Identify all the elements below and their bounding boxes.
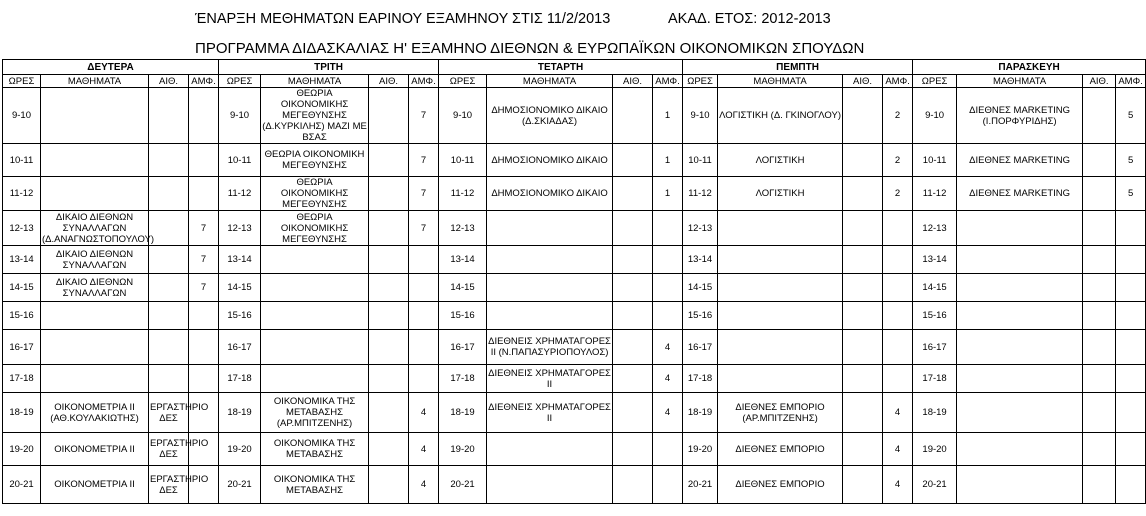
course-cell: ΔΙΕΘΝΕΣ ΕΜΠΟΡΙΟ — [718, 466, 843, 504]
room-cell — [843, 88, 883, 144]
schedule-row — [3, 466, 1146, 504]
column-header: ΩΡΕΣ — [3, 75, 41, 88]
column-header: ΑΜΦ. — [189, 75, 219, 88]
course-cell — [41, 88, 149, 144]
room-cell — [149, 274, 189, 302]
schedule-row — [3, 330, 1146, 365]
hall-cell — [1116, 302, 1146, 330]
hall-cell: 7 — [189, 211, 219, 246]
room-cell — [613, 177, 653, 211]
course-cell — [957, 302, 1083, 330]
hall-cell — [189, 365, 219, 393]
time-cell: 13-14 — [913, 246, 957, 274]
course-cell — [261, 330, 369, 365]
column-header: ΑΙΘ. — [613, 75, 653, 88]
schedule-row — [3, 88, 1146, 144]
time-cell: 10-11 — [913, 144, 957, 177]
course-cell — [487, 302, 613, 330]
column-header: ΑΜΦ. — [653, 75, 683, 88]
time-cell: 13-14 — [683, 246, 718, 274]
column-header: ΜΑΘΗΜΑΤΑ — [487, 75, 613, 88]
room-cell — [149, 330, 189, 365]
hall-cell: 4 — [883, 466, 913, 504]
course-cell — [718, 211, 843, 246]
hall-cell — [189, 302, 219, 330]
time-cell: 11-12 — [913, 177, 957, 211]
course-cell: ΘΕΩΡΙΑ ΟΙΚΟΝΟΜΙΚΗΣ ΜΕΓΕΘΥΝΣΗΣ (Δ.ΚΥΡΚΙΛΗΣ) ΜΑΖΙ ΜΕ ΒΣΑΣ — [262, 88, 367, 143]
announcement-title: ΈΝΑΡΞΗ ΜΕΘΗΜΑΤΩΝ ΕΑΡΙΝΟΥ ΕΞΑΜΗΝΟΥ ΣΤΙΣ 11/2/2013 — [195, 11, 611, 27]
column-header: ΜΑΘΗΜΑΤΑ — [261, 75, 369, 88]
room-cell — [613, 211, 653, 246]
time-cell: 11-12 — [683, 177, 718, 211]
time-cell: 14-15 — [683, 274, 718, 302]
time-cell: 18-19 — [683, 393, 718, 433]
course-cell: ΔΙΕΘΝΕΣ MARKETING — [957, 144, 1083, 177]
hall-cell: 2 — [883, 88, 913, 144]
hall-cell — [409, 302, 439, 330]
room-cell — [149, 365, 189, 393]
hall-cell — [1116, 274, 1146, 302]
room-cell — [843, 177, 883, 211]
room-cell — [1083, 88, 1116, 144]
time-cell: 12-13 — [439, 211, 487, 246]
time-cell: 19-20 — [219, 433, 261, 466]
room-cell — [843, 365, 883, 393]
course-cell — [718, 302, 843, 330]
room-cell — [1083, 466, 1116, 504]
room-cell — [149, 88, 189, 144]
course-cell — [957, 393, 1083, 433]
column-header: ΑΙΘ. — [369, 75, 409, 88]
course-cell: ΟΙΚΟΝΟΜΙΚΑ ΤΗΣ ΜΕΤΑΒΑΣΗΣ — [261, 433, 369, 466]
course-cell: ΔΙΚΑΙΟ ΔΙΕΘΝΩΝ ΣΥΝΑΛΛΑΓΩΝ (Δ.ΑΝΑΓΝΩΣΤΟΠΟΥΛΟΥ) — [42, 211, 155, 245]
room-cell — [843, 330, 883, 365]
hall-cell — [883, 246, 913, 274]
course-cell: ΛΟΓΙΣΤΙΚΗ (Δ. ΓΚΙΝΟΓΛΟΥ) — [718, 88, 843, 144]
room-cell — [369, 433, 409, 466]
time-cell: 17-18 — [913, 365, 957, 393]
hall-cell: 1 — [653, 88, 683, 144]
hall-cell: 7 — [409, 211, 439, 246]
course-cell — [261, 365, 369, 393]
time-cell: 12-13 — [3, 211, 41, 246]
hall-cell: 2 — [883, 144, 913, 177]
hall-cell — [883, 274, 913, 302]
time-cell: 17-18 — [439, 365, 487, 393]
column-header: ΩΡΕΣ — [219, 75, 261, 88]
course-cell: ΟΙΚΟΝΟΜΙΚΑ ΤΗΣ ΜΕΤΑΒΑΣΗΣ — [261, 466, 369, 504]
course-cell: ΟΙΚΟΝΟΜΕΤΡΙΑ ΙΙ — [41, 433, 149, 466]
hall-cell — [1116, 393, 1146, 433]
course-cell: ΔΙΕΘΝΕΣ MARKETING (Ι.ΠΟΡΦΥΡΙΔΗΣ) — [957, 88, 1083, 144]
schedule-row — [3, 302, 1146, 330]
time-cell: 17-18 — [683, 365, 718, 393]
time-cell: 10-11 — [219, 144, 261, 177]
column-header: ΜΑΘΗΜΑΤΑ — [718, 75, 843, 88]
course-cell — [718, 246, 843, 274]
time-cell: 19-20 — [683, 433, 718, 466]
hall-cell — [409, 365, 439, 393]
course-cell — [41, 144, 149, 177]
hall-cell: 4 — [883, 393, 913, 433]
hall-cell: 2 — [883, 177, 913, 211]
hall-cell — [409, 246, 439, 274]
course-cell — [487, 211, 613, 246]
course-cell — [718, 365, 843, 393]
time-cell: 12-13 — [683, 211, 718, 246]
hall-cell — [883, 330, 913, 365]
hall-cell: 4 — [653, 393, 683, 433]
hall-cell: 4 — [653, 330, 683, 365]
room-cell — [1083, 393, 1116, 433]
hall-cell: 5 — [1116, 88, 1146, 144]
time-cell: 16-17 — [683, 330, 718, 365]
time-cell: 11-12 — [219, 177, 261, 211]
room-cell — [613, 246, 653, 274]
schedule-row — [3, 274, 1146, 302]
column-header: ΑΜΦ. — [1116, 75, 1146, 88]
room-cell — [843, 246, 883, 274]
course-cell: ΔΙΚΑΙΟ ΔΙΕΘΝΩΝ ΣΥΝΑΛΛΑΓΩΝ — [41, 274, 149, 302]
room-cell: ΕΡΓΑΣΤΗΡΙΟ ΔΕΣ — [149, 466, 189, 504]
room-cell: ΕΡΓΑΣΤΗΡΙΟ ΔΕΣ — [149, 433, 189, 466]
room-cell — [369, 177, 409, 211]
schedule-table — [2, 59, 1146, 504]
time-cell: 19-20 — [913, 433, 957, 466]
hall-cell: 4 — [653, 365, 683, 393]
room-cell — [613, 302, 653, 330]
time-cell: 20-21 — [913, 466, 957, 504]
room-cell — [613, 330, 653, 365]
column-header: ΩΡΕΣ — [683, 75, 718, 88]
room-cell — [369, 302, 409, 330]
room-cell — [613, 365, 653, 393]
hall-cell: 4 — [883, 433, 913, 466]
room-cell — [369, 144, 409, 177]
room-cell — [843, 393, 883, 433]
course-cell: ΔΙΚΑΙΟ ΔΙΕΘΝΩΝ ΣΥΝΑΛΛΑΓΩΝ — [41, 246, 149, 274]
time-cell: 10-11 — [3, 144, 41, 177]
room-cell — [613, 393, 653, 433]
time-cell: 16-17 — [913, 330, 957, 365]
course-cell: ΘΕΩΡΙΑ ΟΙΚΟΝΟΜΙΚΗΣ ΜΕΓΕΘΥΝΣΗΣ — [261, 211, 369, 246]
hall-cell: 7 — [189, 246, 219, 274]
room-cell — [843, 466, 883, 504]
schedule-row — [3, 144, 1146, 177]
column-header: ΑΙΘ. — [843, 75, 883, 88]
course-cell — [487, 246, 613, 274]
time-cell: 9-10 — [439, 88, 487, 144]
course-cell — [957, 274, 1083, 302]
room-cell — [149, 211, 189, 246]
course-cell: ΔΙΕΘΝΕΙΣ ΧΡΗΜΑΤΑΓΟΡΕΣ ΙΙ — [487, 365, 613, 393]
column-header: ΑΙΘ. — [1083, 75, 1116, 88]
course-cell: ΔΗΜΟΣΙΟΝΟΜΙΚΟ ΔΙΚΑΙΟ — [487, 177, 613, 211]
room-cell — [149, 246, 189, 274]
hall-cell: 1 — [653, 177, 683, 211]
column-header: ΑΙΘ. — [149, 75, 189, 88]
time-cell: 9-10 — [913, 88, 957, 144]
course-cell — [957, 211, 1083, 246]
course-cell — [957, 466, 1083, 504]
course-cell — [41, 330, 149, 365]
time-cell: 15-16 — [3, 302, 41, 330]
hall-cell — [189, 466, 219, 504]
time-cell: 17-18 — [3, 365, 41, 393]
hall-cell: 4 — [409, 433, 439, 466]
time-cell: 15-16 — [439, 302, 487, 330]
hall-cell — [653, 466, 683, 504]
room-cell — [1083, 144, 1116, 177]
time-cell: 13-14 — [439, 246, 487, 274]
room-cell — [1083, 211, 1116, 246]
course-cell — [487, 433, 613, 466]
time-cell: 12-13 — [219, 211, 261, 246]
course-cell — [41, 365, 149, 393]
course-cell — [261, 246, 369, 274]
room-cell — [843, 144, 883, 177]
hall-cell: 4 — [409, 393, 439, 433]
column-header: ΜΑΘΗΜΑΤΑ — [957, 75, 1083, 88]
time-cell: 20-21 — [683, 466, 718, 504]
room-cell — [613, 433, 653, 466]
program-title: ΠΡΟΓΡΑΜΜΑ ΔΙΔΑΣΚΑΛΙΑΣ Η' ΕΞΑΜΗΝΟ ΔΙΕΘΝΩΝ & ΕΥΡΩΠΑΪΚΩΝ ΟΙΚΟΝΟΜΙΚΩΝ ΣΠΟΥΔΩΝ — [195, 40, 865, 57]
room-cell — [1083, 177, 1116, 211]
hall-cell — [189, 88, 219, 144]
time-cell: 17-18 — [219, 365, 261, 393]
time-cell: 11-12 — [439, 177, 487, 211]
room-cell — [149, 144, 189, 177]
room-cell — [369, 365, 409, 393]
hall-cell: 5 — [1116, 144, 1146, 177]
academic-year: ΑΚΑΔ. ΕΤΟΣ: 2012-2013 — [668, 11, 831, 27]
room-cell — [843, 274, 883, 302]
room-cell — [1083, 274, 1116, 302]
room-cell — [369, 88, 409, 144]
hall-cell — [653, 433, 683, 466]
hall-cell — [653, 211, 683, 246]
hall-cell — [409, 274, 439, 302]
room-cell — [369, 330, 409, 365]
hall-cell — [883, 211, 913, 246]
course-cell — [41, 302, 149, 330]
time-cell: 9-10 — [683, 88, 718, 144]
time-cell: 15-16 — [683, 302, 718, 330]
time-cell: 19-20 — [3, 433, 41, 466]
room-cell — [1083, 302, 1116, 330]
course-cell — [957, 365, 1083, 393]
course-cell: ΔΙΕΘΝΕΙΣ ΧΡΗΜΑΤΑΓΟΡΕΣ ΙΙ — [487, 393, 613, 433]
time-cell: 10-11 — [439, 144, 487, 177]
room-cell: ΕΡΓΑΣΤΗΡΙΟ ΔΕΣ — [149, 393, 189, 433]
time-cell: 9-10 — [219, 88, 261, 144]
room-cell — [369, 211, 409, 246]
hall-cell — [653, 246, 683, 274]
time-cell: 14-15 — [3, 274, 41, 302]
hall-cell: 1 — [653, 144, 683, 177]
course-cell: ΔΙΕΘΝΕΣ ΕΜΠΟΡΙΟ — [718, 433, 843, 466]
room-cell — [369, 246, 409, 274]
room-cell — [843, 433, 883, 466]
schedule-row — [3, 211, 1146, 246]
time-cell: 14-15 — [913, 274, 957, 302]
course-cell — [261, 302, 369, 330]
time-cell: 12-13 — [913, 211, 957, 246]
course-cell — [957, 433, 1083, 466]
course-cell: ΛΟΓΙΣΤΙΚΗ — [718, 177, 843, 211]
day-header: ΠΑΡΑΣΚΕΥΗ — [913, 60, 1146, 75]
hall-cell: 7 — [409, 144, 439, 177]
hall-cell — [1116, 330, 1146, 365]
time-cell: 16-17 — [219, 330, 261, 365]
column-header: ΑΜΦ. — [883, 75, 913, 88]
room-cell — [1083, 330, 1116, 365]
day-header: ΤΡΙΤΗ — [219, 60, 439, 75]
room-cell — [1083, 433, 1116, 466]
time-cell: 10-11 — [683, 144, 718, 177]
day-header: ΠΕΜΠΤΗ — [683, 60, 913, 75]
hall-cell — [189, 177, 219, 211]
hall-cell: 7 — [409, 88, 439, 144]
schedule-row — [3, 433, 1146, 466]
time-cell: 18-19 — [3, 393, 41, 433]
room-cell — [613, 466, 653, 504]
room-cell — [149, 177, 189, 211]
hall-cell — [883, 302, 913, 330]
course-cell: ΟΙΚΟΝΟΜΕΤΡΙΑ ΙΙ — [41, 466, 149, 504]
room-cell — [369, 274, 409, 302]
course-cell — [718, 330, 843, 365]
course-cell — [487, 274, 613, 302]
room-cell — [843, 211, 883, 246]
hall-cell — [189, 144, 219, 177]
time-cell: 11-12 — [3, 177, 41, 211]
time-cell: 20-21 — [3, 466, 41, 504]
course-cell: ΔΗΜΟΣΙΟΝΟΜΙΚΟ ΔΙΚΑΙΟ (Δ.ΣΚΙΑΔΑΣ) — [487, 88, 613, 144]
course-cell: ΔΙΕΘΝΕΣ ΕΜΠΟΡΙΟ (ΑΡ.ΜΠΙΤΖΕΝΗΣ) — [718, 393, 843, 433]
course-cell — [957, 330, 1083, 365]
hall-cell: 5 — [1116, 177, 1146, 211]
course-cell: ΟΙΚΟΝΟΜΕΤΡΙΑ ΙΙ (ΑΘ.ΚΟΥΛΑΚΙΩΤΗΣ) — [41, 393, 149, 433]
course-cell: ΔΗΜΟΣΙΟΝΟΜΙΚΟ ΔΙΚΑΙΟ — [487, 144, 613, 177]
room-cell — [369, 466, 409, 504]
schedule-row — [3, 393, 1146, 433]
time-cell: 18-19 — [439, 393, 487, 433]
course-cell — [718, 274, 843, 302]
room-cell — [843, 302, 883, 330]
time-cell: 18-19 — [219, 393, 261, 433]
course-cell — [487, 466, 613, 504]
room-cell — [369, 393, 409, 433]
time-cell: 15-16 — [913, 302, 957, 330]
course-cell: ΔΙΕΘΝΕΣ MARKETING — [957, 177, 1083, 211]
course-cell: ΟΙΚΟΝΟΜΙΚΑ ΤΗΣ ΜΕΤΑΒΑΣΗΣ (ΑΡ.ΜΠΙΤΖΕΝΗΣ) — [261, 393, 369, 433]
course-cell — [261, 274, 369, 302]
time-cell: 14-15 — [439, 274, 487, 302]
day-header: ΔΕΥΤΕΡΑ — [3, 60, 219, 75]
hall-cell — [883, 365, 913, 393]
hall-cell — [653, 302, 683, 330]
schedule-row — [3, 246, 1146, 274]
course-cell: ΛΟΓΙΣΤΙΚΗ — [718, 144, 843, 177]
hall-cell — [409, 330, 439, 365]
time-cell: 16-17 — [439, 330, 487, 365]
time-cell: 19-20 — [439, 433, 487, 466]
hall-cell — [1116, 466, 1146, 504]
hall-cell: 7 — [409, 177, 439, 211]
room-cell — [1083, 246, 1116, 274]
time-cell: 13-14 — [3, 246, 41, 274]
course-cell: ΘΕΩΡΙΑ ΟΙΚΟΝΟΜΙΚΗ ΜΕΓΕΘΥΝΣΗΣ — [261, 144, 369, 177]
time-cell: 18-19 — [913, 393, 957, 433]
hall-cell — [189, 393, 219, 433]
room-cell — [1083, 365, 1116, 393]
hall-cell — [1116, 246, 1146, 274]
course-cell: ΘΕΩΡΙΑ ΟΙΚΟΝΟΜΙΚΗΣ ΜΕΓΕΘΥΝΣΗΣ — [261, 177, 369, 211]
time-cell: 20-21 — [439, 466, 487, 504]
time-cell: 15-16 — [219, 302, 261, 330]
hall-cell: 4 — [409, 466, 439, 504]
column-header: ΜΑΘΗΜΑΤΑ — [41, 75, 149, 88]
hall-cell — [1116, 365, 1146, 393]
hall-cell — [1116, 433, 1146, 466]
schedule-row — [3, 177, 1146, 211]
time-cell: 9-10 — [3, 88, 41, 144]
room-cell — [613, 88, 653, 144]
hall-cell — [1116, 211, 1146, 246]
course-cell — [41, 177, 149, 211]
time-cell: 13-14 — [219, 246, 261, 274]
hall-cell — [189, 330, 219, 365]
room-cell — [613, 274, 653, 302]
column-header: ΩΡΕΣ — [439, 75, 487, 88]
time-cell: 20-21 — [219, 466, 261, 504]
schedule-row — [3, 365, 1146, 393]
time-cell: 16-17 — [3, 330, 41, 365]
course-cell — [957, 246, 1083, 274]
column-header: ΩΡΕΣ — [913, 75, 957, 88]
day-header: ΤΕΤΑΡΤΗ — [439, 60, 683, 75]
room-cell — [613, 144, 653, 177]
time-cell: 14-15 — [219, 274, 261, 302]
hall-cell — [653, 274, 683, 302]
room-cell — [149, 302, 189, 330]
column-header: ΑΜΦ. — [409, 75, 439, 88]
hall-cell: 7 — [189, 274, 219, 302]
course-cell: ΔΙΕΘΝΕΙΣ ΧΡΗΜΑΤΑΓΟΡΕΣ ΙΙ (Ν.ΠΑΠΑΣΥΡΙΟΠΟΥΛΟΣ) — [487, 330, 613, 365]
